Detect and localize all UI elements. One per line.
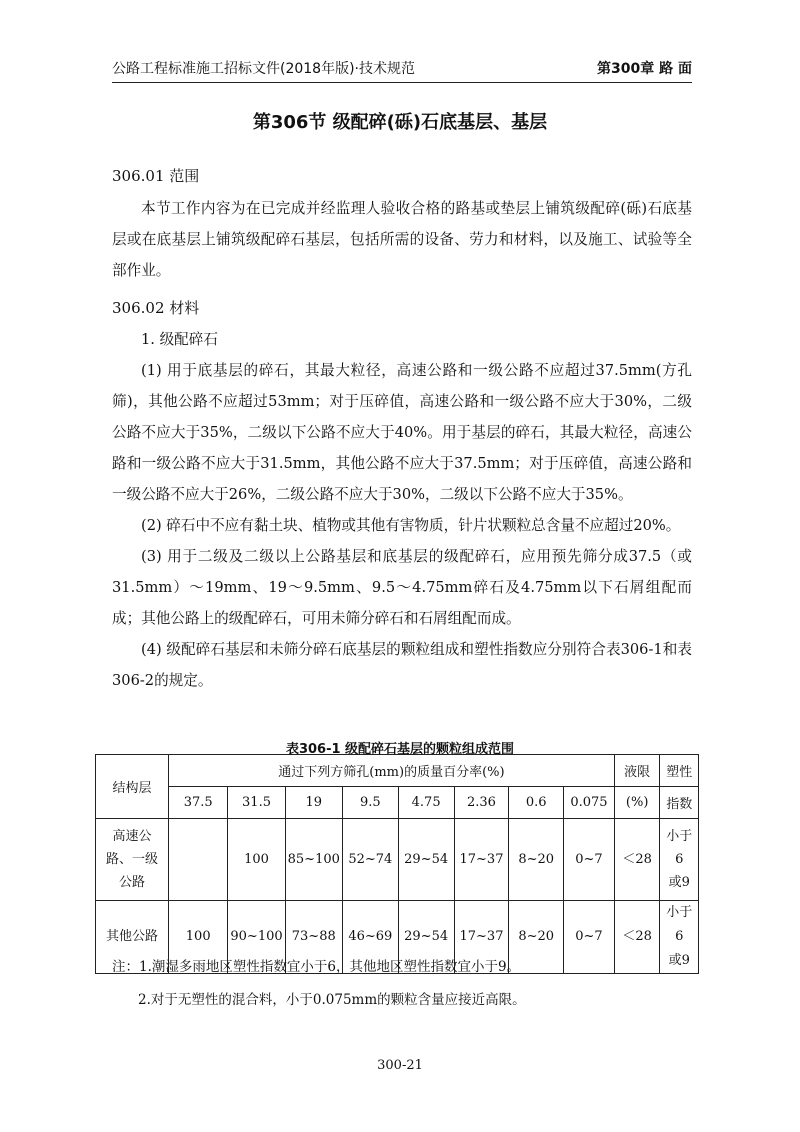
heading-scope bbox=[112, 165, 199, 186]
table-cell: 29~54 bbox=[398, 819, 454, 901]
plasticity-line: 或9 bbox=[668, 953, 690, 968]
table-cell: 29~54 bbox=[398, 901, 454, 974]
table-cell: 8~20 bbox=[509, 819, 564, 901]
materials-paragraph-3: (3) 用于二级及二级以上公路基层和底基层的级配碎石，应用预先筛分成37.5（或31.5mm）～19mm、19～9.5mm、9.5～4.75mm碎石及4.75mm以下石屑组配而成；其他公路上的级配碎石，可用未筛分碎石和石屑组配而成。 bbox=[112, 548, 692, 627]
gradation-table bbox=[95, 754, 699, 974]
header-liquid-limit-unit: (%) bbox=[614, 787, 660, 819]
plasticity-cell bbox=[660, 819, 699, 901]
plasticity-line: 小于6 bbox=[666, 905, 693, 944]
page-number: 300-21 bbox=[377, 1058, 423, 1073]
materials-text bbox=[112, 324, 692, 696]
header-chapter: 第300章 路 面 bbox=[597, 61, 692, 77]
running-header bbox=[112, 52, 692, 83]
table-cell: 46~69 bbox=[342, 901, 398, 974]
row-name bbox=[96, 819, 169, 901]
table-cell bbox=[169, 819, 228, 901]
table-cell: 8~20 bbox=[509, 901, 564, 974]
table-caption: 表306-1 级配碎石基层的颗粒组成范围 bbox=[285, 742, 515, 757]
plasticity-line: 或9 bbox=[668, 875, 690, 890]
table-cell: 52~74 bbox=[342, 819, 398, 901]
table-cell: 17~37 bbox=[454, 819, 509, 901]
heading-materials bbox=[112, 297, 199, 318]
sieve-size: 4.75 bbox=[398, 787, 454, 819]
table-notes bbox=[112, 951, 712, 1017]
table-cell: 17~37 bbox=[454, 901, 509, 974]
table-cell: 0~7 bbox=[564, 819, 615, 901]
subheading-graded-stone: 1. 级配碎石 bbox=[141, 331, 218, 348]
section-title: 第306节 级配碎(砾)石底基层、基层 bbox=[252, 112, 548, 133]
header-plasticity-index: 指数 bbox=[660, 787, 699, 819]
note-1: 注：1.潮湿多雨地区塑性指数宜小于6，其他地区塑性指数宜小于9。 bbox=[112, 959, 521, 975]
sieve-size: 0.6 bbox=[509, 787, 564, 819]
row-name-line: 路、一级 bbox=[105, 852, 158, 867]
sieve-size: 37.5 bbox=[169, 787, 228, 819]
table-cell: 0~7 bbox=[564, 901, 615, 974]
sieve-size: 2.36 bbox=[454, 787, 509, 819]
row-name-line: 公路 bbox=[118, 875, 145, 890]
sieve-size: 19 bbox=[285, 787, 342, 819]
heading-name: 材料 bbox=[169, 299, 200, 317]
table-cell: 100 bbox=[169, 901, 228, 974]
liquid-limit-cell: ＜28 bbox=[614, 901, 660, 974]
scope-paragraph: 本节工作内容为在已完成并经监理人验收合格的路基或垫层上铺筑级配碎(砾)石底基层或在底基层上铺筑级配碎石基层，包括所需的设备、劳力和材料，以及施工、试验等全部作业。 bbox=[112, 200, 692, 279]
liquid-limit-cell: ＜28 bbox=[614, 819, 660, 901]
table-cell: 73~88 bbox=[285, 901, 342, 974]
note-2: 2.对于无塑性的混合料，小于0.075mm的颗粒含量应接近高限。 bbox=[138, 992, 526, 1008]
row-name-line: 高速公 bbox=[112, 829, 152, 844]
sieve-size: 31.5 bbox=[228, 787, 285, 819]
materials-paragraph-4: (4) 级配碎石基层和未筛分碎石底基层的颗粒组成和塑性指数应分别符合表306-1和表306-2的规定。 bbox=[112, 641, 692, 689]
table-cell: 90~100 bbox=[228, 901, 285, 974]
header-structure-layer: 结构层 bbox=[96, 755, 169, 819]
materials-paragraph-1: (1) 用于底基层的碎石，其最大粒径，高速公路和一级公路不应超过37.5mm(方孔筛)，其他公路不应超过53mm；对于压碎值，高速公路和一级公路不应大于30%，二级公路不应大于35%，二级以下公路不应大于40%。用于基层的碎石，其最大粒径，高速公路和一级公路不应大于31.5mm，其他公路不应大于37.5mm；对于压碎值，高速公路和一级公路不应大于26%，二级公路不应大于30%，二级以下公路不应大于35%。 bbox=[112, 362, 692, 503]
scope-text bbox=[112, 193, 692, 286]
header-document-title: 公路工程标准施工招标文件(2018年版)·技术规范 bbox=[112, 61, 416, 77]
heading-name: 范围 bbox=[169, 167, 200, 185]
header-liquid-limit: 液限 bbox=[614, 755, 660, 787]
table-row bbox=[96, 819, 699, 901]
heading-number: 306.02 bbox=[112, 299, 165, 317]
header-plasticity: 塑性 bbox=[660, 755, 699, 787]
table-cell: 100 bbox=[228, 819, 285, 901]
sieve-size: 9.5 bbox=[342, 787, 398, 819]
table-cell: 85~100 bbox=[285, 819, 342, 901]
heading-number: 306.01 bbox=[112, 167, 165, 185]
plasticity-line: 小于6 bbox=[666, 829, 693, 867]
sieve-size: 0.075 bbox=[564, 787, 615, 819]
materials-paragraph-2: (2) 碎石中不应有黏土块、植物或其他有害物质，针片状颗粒总含量不应超过20%。 bbox=[141, 517, 681, 534]
header-passing-percent: 通过下列方筛孔(mm)的质量百分率(%) bbox=[169, 755, 615, 787]
row-name-line: 其他公路 bbox=[105, 929, 158, 944]
